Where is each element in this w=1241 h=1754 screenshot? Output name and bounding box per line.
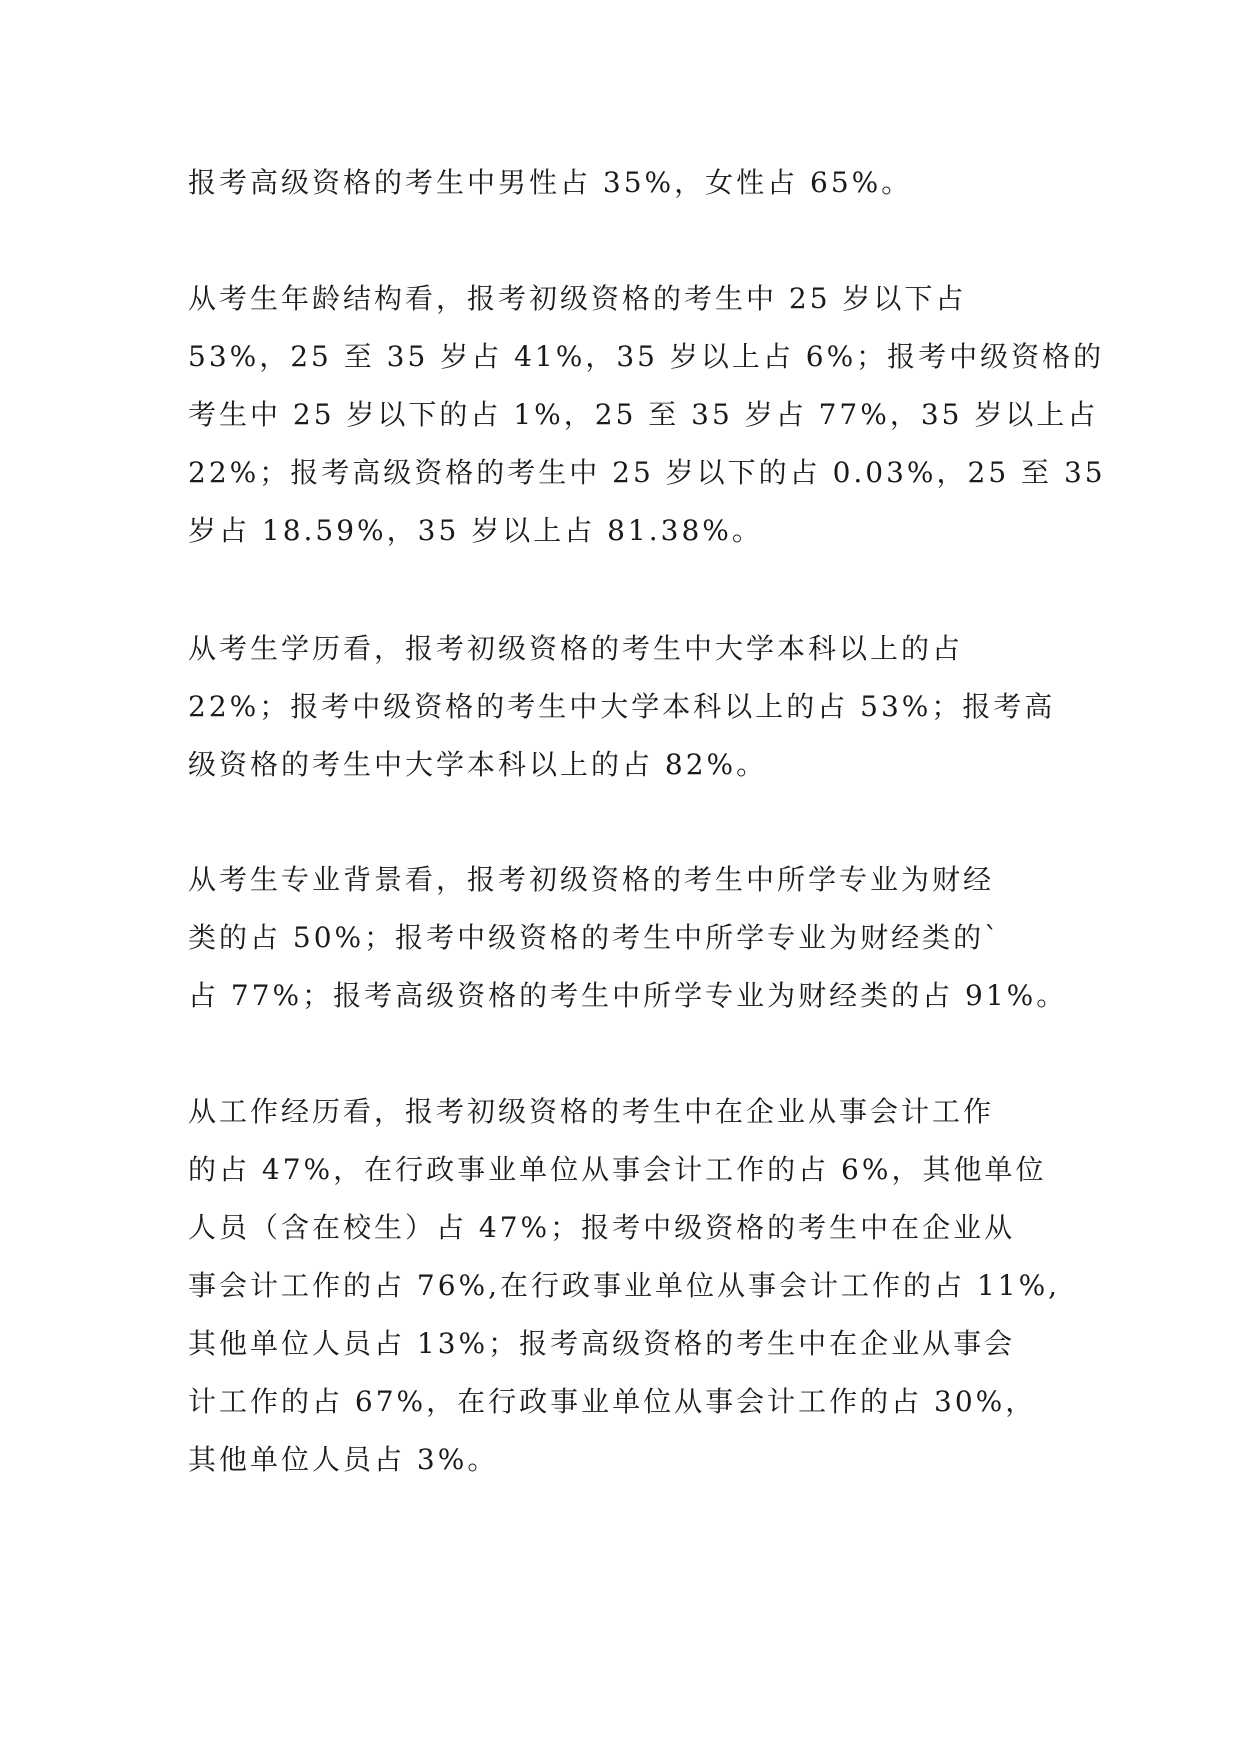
paragraph-line: 22%；报考高级资格的考生中 25 岁以下的占 0.03%，25 至 35 [188, 456, 1106, 489]
paragraph-major [188, 851, 1088, 1025]
paragraph-line: 岁占 18.59%，35 岁以上占 81.38%。 [188, 514, 763, 547]
paragraph-work-experience [188, 1083, 1088, 1489]
paragraph-line: 类的占 50%；报考中级资格的考生中所学专业为财经类的` [188, 921, 1002, 954]
paragraph-line: 从考生专业背景看，报考初级资格的考生中所学专业为财经 [188, 863, 995, 896]
paragraph-line: 人员（含在校生）占 47%；报考中级资格的考生中在企业从 [188, 1211, 1016, 1244]
paragraph-gender [188, 154, 1088, 212]
paragraph-line: 从考生年龄结构看，报考初级资格的考生中 25 岁以下占 [188, 282, 967, 315]
paragraph-line: 其他单位人员占 3%。 [188, 1443, 499, 1476]
paragraph-line: 53%，25 至 35 岁占 41%，35 岁以上占 6%；报考中级资格的 [188, 340, 1105, 373]
paragraph-line: 22%；报考中级资格的考生中大学本科以上的占 53%；报考高 [188, 690, 1056, 723]
paragraph-line: 级资格的考生中大学本科以上的占 82%。 [188, 748, 768, 781]
paragraph-line: 事会计工作的占 76%,在行政事业单位从事会计工作的占 11%, [188, 1269, 1061, 1302]
paragraph-line: 从考生学历看，报考初级资格的考生中大学本科以上的占 [188, 632, 964, 665]
paragraph-line: 考生中 25 岁以下的占 1%，25 至 35 岁占 77%，35 岁以上占 [188, 398, 1099, 431]
paragraph-education [188, 620, 1088, 794]
paragraph-line: 占 77%；报考高级资格的考生中所学专业为财经类的占 91%。 [188, 979, 1068, 1012]
paragraph-line: 报考高级资格的考生中男性占 35%，女性占 65%。 [188, 166, 913, 199]
paragraph-line: 计工作的占 67%，在行政事业单位从事会计工作的占 30%， [188, 1385, 1037, 1418]
paragraph-age [188, 270, 1106, 560]
paragraph-line: 从工作经历看，报考初级资格的考生中在企业从事会计工作 [188, 1095, 995, 1128]
paragraph-line: 其他单位人员占 13%；报考高级资格的考生中在企业从事会 [188, 1327, 1016, 1360]
paragraph-line: 的占 47%，在行政事业单位从事会计工作的占 6%，其他单位 [188, 1153, 1047, 1186]
